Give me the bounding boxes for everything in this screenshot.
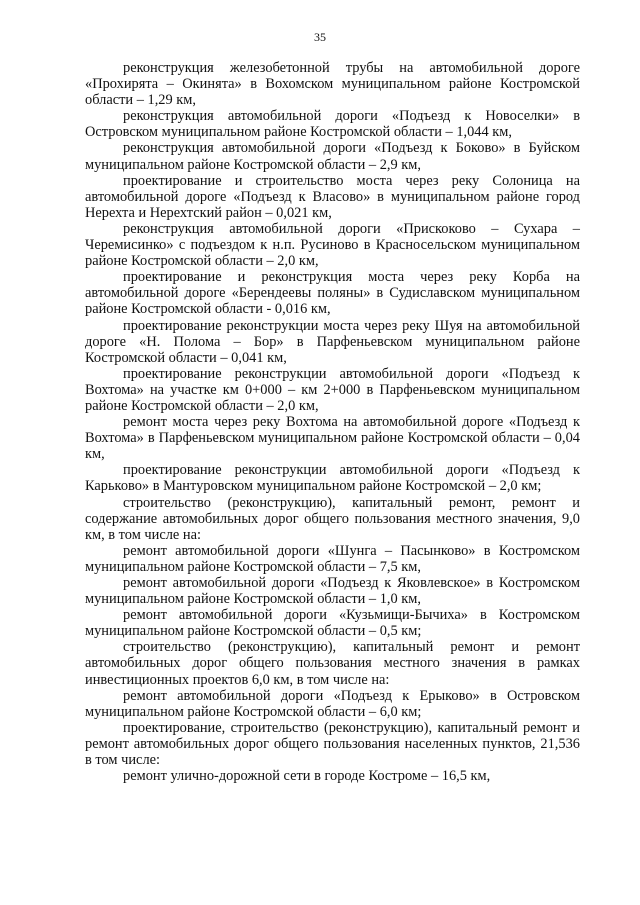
- paragraph: ремонт автомобильной дороги «Шунга – Пасынково» в Костромском муниципальном районе Костромской области – 7,5 км,: [85, 542, 580, 575]
- paragraph: реконструкция железобетонной трубы на автомобильной дороге «Прохирята – Окинята» в Вохомском муниципальном районе Костромской области – 1,29 км,: [85, 60, 580, 109]
- paragraph: строительство (реконструкцию), капитальный ремонт, ремонт и содержание автомобильных дорог общего пользования местного значения, 9,0 км, в том числе на:: [85, 494, 580, 543]
- paragraph: ремонт автомобильной дороги «Кузьмищи-Бычиха» в Костромском муниципальном районе Костромской области – 0,5 км;: [85, 607, 580, 640]
- paragraph: проектирование реконструкции автомобильной дороги «Подъезд к Карьково» в Мантуровском муниципальном районе Костромской – 2,0 км;: [85, 462, 580, 495]
- paragraph: ремонт улично-дорожной сети в городе Костроме – 16,5 км,: [123, 768, 491, 785]
- paragraph: реконструкция автомобильной дороги «Подъезд к Новоселки» в Островском муниципальном районе Костромской области – 1,044 км,: [85, 108, 580, 141]
- paragraph: ремонт моста через реку Вохтома на автомобильной дороге «Подъезд к Вохтома» в Парфеньевском муниципальном районе Костромской области – 0,04 км,: [85, 414, 580, 463]
- paragraph: реконструкция автомобильной дороги «Подъезд к Боково» в Буйском муниципальном районе Костромской области – 2,9 км,: [85, 140, 580, 173]
- paragraph: реконструкция автомобильной дороги «Прискоково – Сухара – Черемисинко» с подъездом к н.п. Русиново в Красносельском муниципальном районе Костромской области – 2,0 км,: [85, 220, 580, 270]
- page-number: 35: [314, 30, 326, 44]
- paragraph: ремонт автомобильной дороги «Подъезд к Яковлевское» в Костромском муниципальном районе Костромской области – 1,0 км,: [85, 575, 580, 608]
- paragraph: проектирование и строительство моста через реку Солоница на автомобильной дороге «Подъезд к Власово» в муниципальном районе город Нерехта и Нерехтский район – 0,021 км,: [85, 172, 580, 221]
- paragraph: проектирование реконструкции автомобильной дороги «Подъезд к Вохтома» на участке км 0+000 – км 2+000 в Парфеньевском муниципальном районе Костромской области – 2,0 км,: [85, 365, 580, 414]
- paragraph: проектирование реконструкции моста через реку Шуя на автомобильной дороге «Н. Полома – Бор» в Парфеньевском муниципальном районе Костромской области – 0,041 км,: [85, 317, 580, 366]
- paragraph: проектирование и реконструкция моста через реку Корба на автомобильной дороге «Берендеевы поляны» в Судиславском муниципальном районе Костромской области - 0,016 км,: [85, 269, 580, 318]
- body-text: [85, 60, 580, 784]
- paragraph: ремонт автомобильной дороги «Подъезд к Ерыково» в Островском муниципальном районе Костромской области – 6,0 км;: [85, 687, 580, 720]
- paragraph: проектирование, строительство (реконструкцию), капитальный ремонт и ремонт автомобильных дорог общего пользования населенных пунктов, 21,536 в том числе:: [85, 719, 580, 769]
- paragraph: строительство (реконструкцию), капитальный ремонт и ремонт автомобильных дорог общего пользования местного значения в рамках инвестиционных проектов 6,0 км, в том числе на:: [85, 639, 580, 688]
